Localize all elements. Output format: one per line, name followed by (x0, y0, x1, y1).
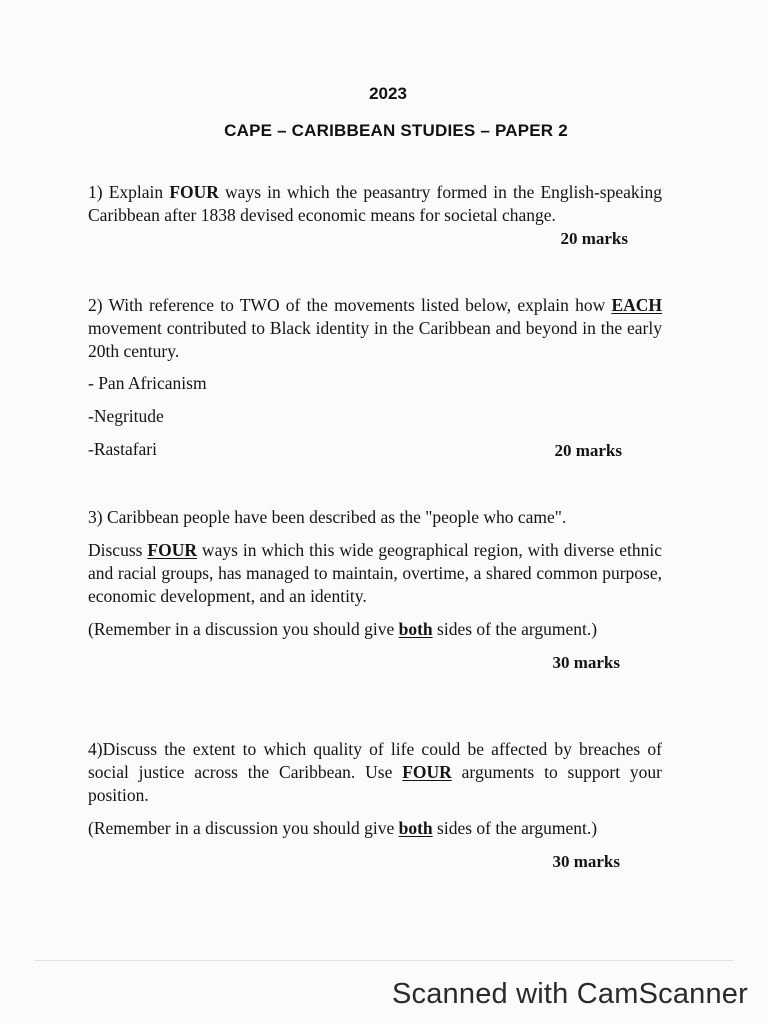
question-2 (88, 294, 662, 461)
question-4-note-rest: sides of the argument.) (432, 818, 598, 838)
question-1-text (88, 181, 662, 227)
question-3-lead: Discuss (88, 540, 148, 560)
question-3-note-rest: sides of the argument.) (432, 619, 598, 639)
question-3-marks: 30 marks (552, 653, 620, 672)
page-edge-line (34, 960, 734, 961)
question-1-marks: 20 marks (560, 229, 628, 248)
question-3-note-lead: (Remember in a discussion you should give (88, 619, 399, 639)
question-1-emphasis: FOUR (169, 182, 219, 202)
question-3-note (88, 618, 662, 641)
question-3-emphasis: FOUR (147, 540, 197, 560)
question-3-intro: 3) Caribbean people have been described as the "people who came". (88, 507, 567, 527)
question-4-note-lead: (Remember in a discussion you should give (88, 818, 399, 838)
question-4 (88, 738, 662, 873)
question-1-lead: 1) Explain (88, 182, 170, 202)
question-4-text (88, 738, 662, 807)
question-1-rest: ways in which the peasantry formed in the English-speaking Caribbean after 1838 devised economic means for societal change. (88, 182, 663, 225)
exam-title: CAPE – CARIBBEAN STUDIES – PAPER 2 (224, 121, 568, 140)
question-3-rest: ways in which this wide geographical region, with diverse ethnic and racial groups, has managed to maintain, overtime, a shared common purpose, economic development, and an identity. (88, 540, 662, 606)
question-4-lead: 4)Discuss the extent to which quality of life could be affected by breaches of social justice across the Caribbean. Use (88, 739, 662, 782)
question-2-marks: 20 marks (554, 441, 622, 460)
movement-item: -Rastafari (88, 439, 157, 459)
exam-year: 2023 (369, 84, 407, 103)
question-4-rest: arguments to support your position. (88, 762, 662, 805)
question-4-note (88, 817, 662, 840)
question-4-marks: 30 marks (552, 852, 620, 871)
question-1 (88, 181, 663, 248)
question-2-rest: movement contributed to Black identity in the Caribbean and beyond in the early 20th century. (88, 318, 662, 361)
question-4-note-emphasis: both (398, 818, 433, 838)
question-2-lead: 2) With reference to TWO of the movements listed below, explain how (88, 295, 612, 315)
question-3-marks-row (88, 651, 662, 674)
question-3 (88, 506, 662, 674)
question-4-emphasis: FOUR (402, 762, 452, 782)
question-3-text (88, 539, 662, 608)
question-3-note-emphasis: both (398, 619, 433, 639)
question-2-text (88, 294, 662, 363)
camscanner-watermark: Scanned with CamScanner (391, 978, 748, 1010)
movement-item: -Negritude (88, 406, 164, 426)
movement-item: - Pan Africanism (88, 373, 207, 393)
question-2-emphasis: EACH (611, 295, 662, 315)
question-4-marks-row (88, 850, 662, 873)
